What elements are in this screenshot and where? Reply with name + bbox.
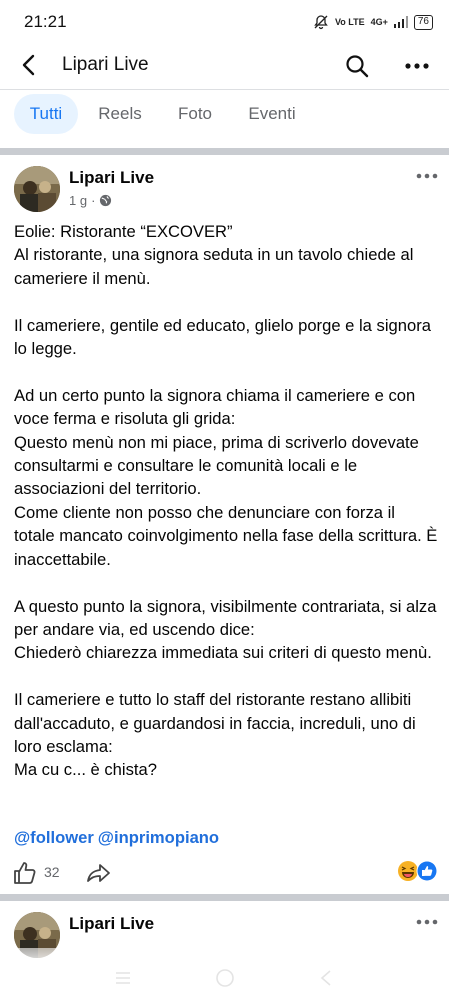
volte-indicator: Vo LTE xyxy=(334,17,365,27)
tag-inprimopiano[interactable]: @inprimopiano xyxy=(97,828,220,847)
tab-reels[interactable]: Reels xyxy=(98,104,142,123)
post-time[interactable]: 1 g xyxy=(69,193,88,208)
tab-foto[interactable]: Foto xyxy=(177,104,213,123)
feed-separator xyxy=(0,148,449,155)
post-meta xyxy=(69,193,112,208)
status-time: 21:21 xyxy=(24,12,67,31)
system-nav-bar xyxy=(0,956,449,1000)
reaction-summary[interactable] xyxy=(397,860,439,882)
page-header xyxy=(0,44,449,88)
haha-reaction-icon xyxy=(398,861,418,881)
globe-icon xyxy=(99,194,112,207)
like-count[interactable]: 32 xyxy=(44,864,60,880)
signal-icon xyxy=(394,16,408,28)
share-button[interactable] xyxy=(86,860,112,886)
bell-off-icon xyxy=(313,14,329,30)
like-reaction-icon xyxy=(417,861,438,882)
like-button[interactable] xyxy=(12,860,38,886)
search-button[interactable] xyxy=(342,51,372,81)
status-bar xyxy=(0,0,449,44)
more-horizontal-icon xyxy=(416,173,438,179)
filter-tabs xyxy=(0,94,449,138)
search-icon xyxy=(345,54,369,78)
tab-tutti[interactable]: Tutti xyxy=(14,94,78,134)
more-horizontal-icon xyxy=(416,919,438,925)
post-tags xyxy=(14,828,223,848)
header-divider xyxy=(0,89,449,90)
meta-separator: · xyxy=(91,193,96,208)
status-icons xyxy=(313,14,433,30)
tab-eventi[interactable]: Eventi xyxy=(248,104,296,123)
network-indicator: 4G+ xyxy=(370,17,388,27)
feed-separator xyxy=(0,894,449,901)
home-circle-icon[interactable] xyxy=(214,967,236,989)
menu-lines-icon[interactable] xyxy=(112,967,134,989)
share-icon xyxy=(86,860,112,886)
battery-indicator: 76 xyxy=(414,15,433,30)
chevron-left-icon xyxy=(19,54,39,76)
reactions-icons xyxy=(397,860,439,882)
more-horizontal-icon xyxy=(405,63,429,69)
next-post-more-button[interactable] xyxy=(412,912,442,932)
next-post-author[interactable]: Lipari Live xyxy=(69,914,155,933)
page-title: Lipari Live xyxy=(62,54,149,75)
avatar-image xyxy=(14,166,60,212)
post-avatar[interactable] xyxy=(14,166,60,212)
tag-follower[interactable]: @follower xyxy=(14,828,94,847)
thumbs-up-icon xyxy=(12,860,38,886)
post-body: Eolie: Ristorante “EXCOVER” Al ristorante, una signora seduta in un tavolo chiede al cameriere il menù. Il cameriere, gentile ed educato, glielo porge e la signora lo legge. Ad un certo punto la signora chiama il cameriere e con voce ferma e risoluta gli grida: Questo menù non mi piace, prima di scriverlo dovevate consultarmi e consultare le comunità locali e le associazioni del territorio. Come cliente non posso che denunciare con forza il totale mancato coinvolgimento nella fase della scrittura. È inaccettabile. A questo punto la signora, visibilmente contrariata, si alza per andare via, ed uscendo dice: Chiederò chiarezza immediata sui criteri di questo menù. Il cameriere e tutto lo staff del ristorante restano allibiti dall'accaduto, e guardandosi in faccia, increduli, uno di loro esclama: Ma cu c... è chista? xyxy=(14,222,438,780)
post-author[interactable]: Lipari Live xyxy=(69,168,155,187)
more-button[interactable] xyxy=(400,51,434,81)
back-arrow-icon[interactable] xyxy=(316,967,338,989)
back-button[interactable] xyxy=(14,50,44,80)
post-actions xyxy=(0,856,449,888)
post-more-button[interactable] xyxy=(412,166,442,186)
